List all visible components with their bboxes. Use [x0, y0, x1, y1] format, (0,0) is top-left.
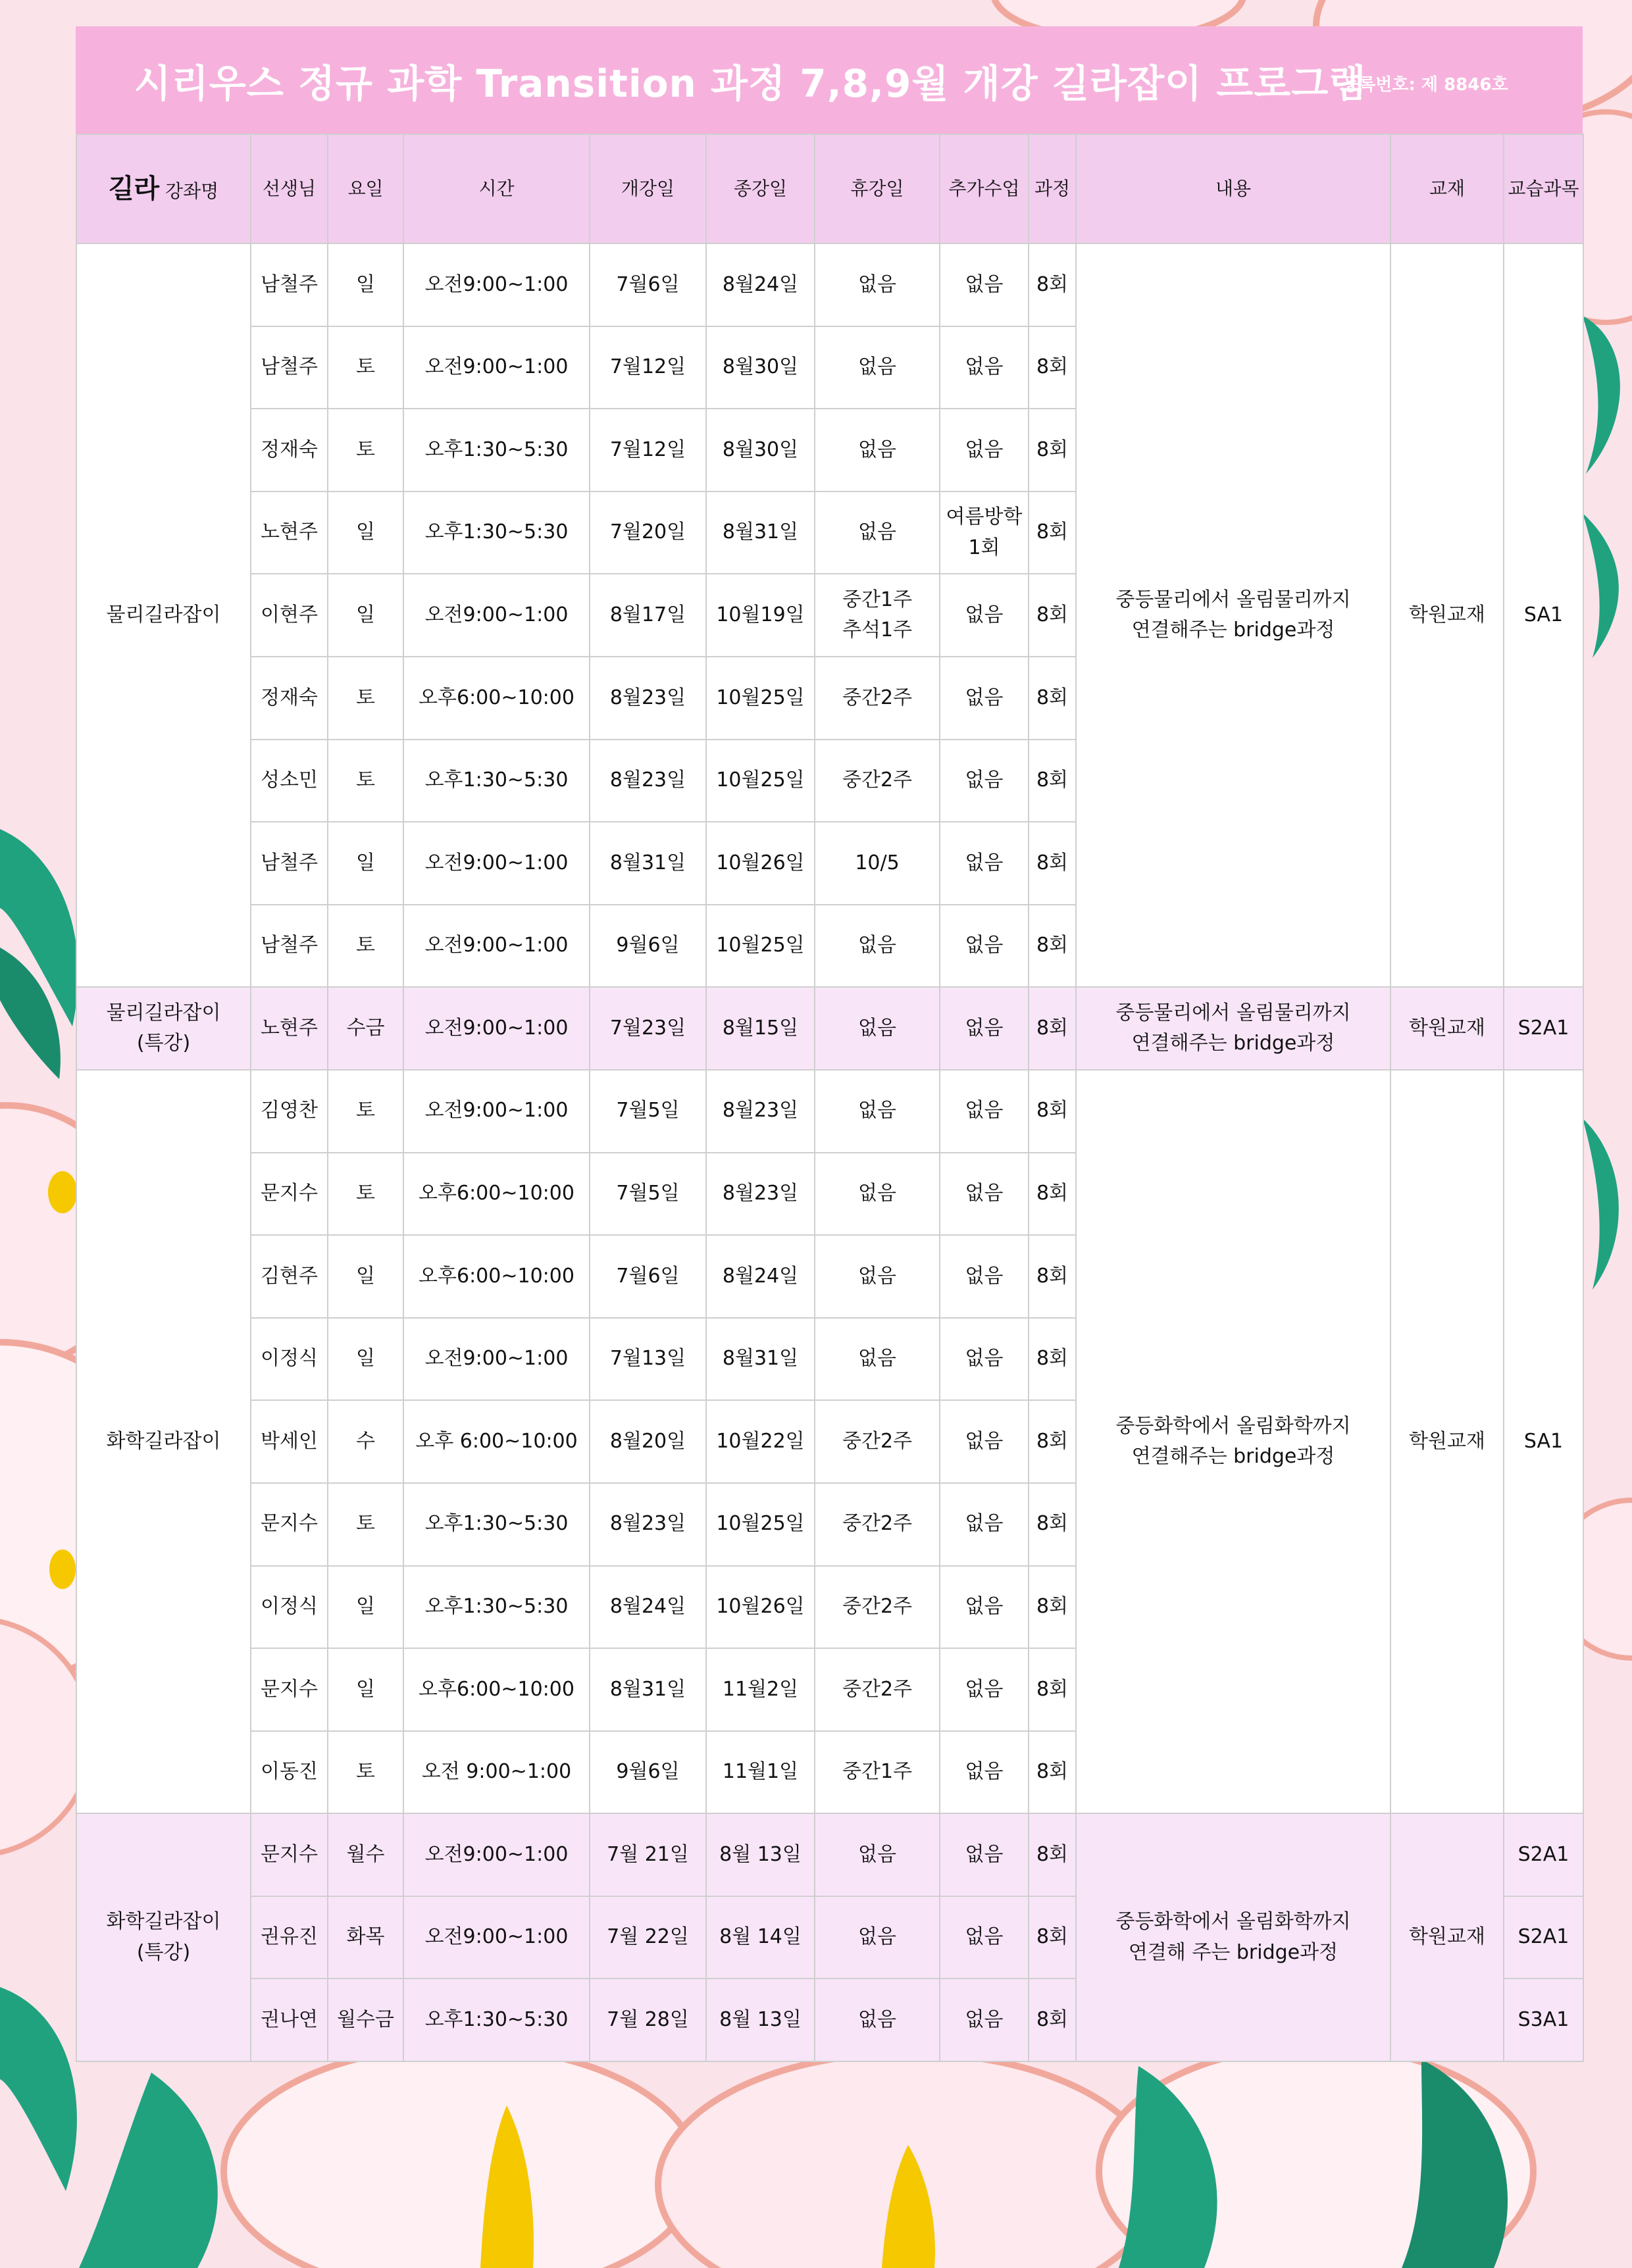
- break-cell: 중간2주: [815, 1566, 940, 1649]
- start-cell: 8월23일: [590, 657, 706, 740]
- day-cell: 일: [328, 574, 403, 657]
- start-cell: 7월12일: [590, 326, 706, 409]
- start-cell: 7월12일: [590, 409, 706, 491]
- end-cell: 10월25일: [706, 905, 815, 988]
- end-cell: 8월15일: [706, 987, 815, 1070]
- break-cell: 없음: [815, 1896, 940, 1979]
- table-row: [76, 1070, 1583, 1153]
- header-textbook: 교재: [1390, 134, 1504, 243]
- teacher-cell: 노현주: [251, 491, 328, 574]
- sessions-cell: 8회: [1029, 491, 1076, 574]
- extra-cell: 없음: [940, 1070, 1029, 1153]
- header-teacher: 선생님: [251, 134, 328, 243]
- table-header-row: [76, 134, 1583, 243]
- teacher-cell: 남철주: [251, 822, 328, 905]
- start-cell: 7월20일: [590, 491, 706, 574]
- header-content: 내용: [1076, 134, 1390, 243]
- end-cell: 10월19일: [706, 574, 815, 657]
- start-cell: 8월23일: [590, 740, 706, 822]
- day-cell: 월수금: [328, 1978, 403, 2061]
- course-name: 화학길라잡이: [76, 1070, 251, 1813]
- extra-cell: 없음: [940, 905, 1029, 988]
- break-cell: 없음: [815, 1978, 940, 2061]
- end-cell: 11월2일: [706, 1648, 815, 1731]
- page-title: 시리우스 정규 과학 Transition 과정 7,8,9월 개강 길라잡이 프로그램: [134, 61, 1367, 106]
- time-cell: 오전9:00~1:00: [403, 822, 590, 905]
- extra-cell: 없음: [940, 657, 1029, 740]
- end-cell: 10월22일: [706, 1400, 815, 1483]
- day-cell: 일: [328, 822, 403, 905]
- header-course-big: 길라: [108, 174, 160, 204]
- header-subject: 교습과목: [1504, 134, 1583, 243]
- sessions-cell: 8회: [1029, 822, 1076, 905]
- end-cell: 8월23일: [706, 1070, 815, 1153]
- extra-cell: 여름방학 1회: [940, 491, 1029, 574]
- day-cell: 일: [328, 1235, 403, 1318]
- extra-cell: 없음: [940, 987, 1029, 1070]
- break-cell: 없음: [815, 1318, 940, 1401]
- time-cell: 오전9:00~1:00: [403, 243, 590, 326]
- table-row: [76, 243, 1583, 326]
- end-cell: 11월1일: [706, 1731, 815, 1814]
- start-cell: 8월17일: [590, 574, 706, 657]
- subject-cell: S2A1: [1504, 1813, 1583, 1896]
- sessions-cell: 8회: [1029, 1400, 1076, 1483]
- extra-cell: 없음: [940, 1153, 1029, 1236]
- sessions-cell: 8회: [1029, 987, 1076, 1070]
- break-cell: 없음: [815, 1153, 940, 1236]
- break-cell: 없음: [815, 1813, 940, 1896]
- course-name: 화학길라잡이 (특강): [76, 1813, 251, 2061]
- time-cell: 오후1:30~5:30: [403, 491, 590, 574]
- day-cell: 월수: [328, 1813, 403, 1896]
- time-cell: 오후1:30~5:30: [403, 1483, 590, 1566]
- sessions-cell: 8회: [1029, 574, 1076, 657]
- start-cell: 7월13일: [590, 1318, 706, 1401]
- teacher-cell: 성소민: [251, 740, 328, 822]
- teacher-cell: 이동진: [251, 1731, 328, 1814]
- teacher-cell: 박세인: [251, 1400, 328, 1483]
- extra-cell: 없음: [940, 1648, 1029, 1731]
- extra-cell: 없음: [940, 1566, 1029, 1649]
- content-cell: 중등화학에서 올림화학까지 연결해 주는 bridge과정: [1076, 1813, 1390, 2061]
- extra-cell: 없음: [940, 326, 1029, 409]
- header-end: 종강일: [706, 134, 815, 243]
- start-cell: 8월31일: [590, 1648, 706, 1731]
- day-cell: 토: [328, 905, 403, 988]
- time-cell: 오전9:00~1:00: [403, 1318, 590, 1401]
- sessions-cell: 8회: [1029, 1483, 1076, 1566]
- break-cell: 중간1주: [815, 1731, 940, 1814]
- start-cell: 7월 28일: [590, 1978, 706, 2061]
- sessions-cell: 8회: [1029, 1070, 1076, 1153]
- table-row: [76, 1813, 1583, 1896]
- subject-cell: S2A1: [1504, 1896, 1583, 1979]
- day-cell: 토: [328, 1731, 403, 1814]
- table-row: [76, 987, 1583, 1070]
- day-cell: 토: [328, 409, 403, 491]
- header-day: 요일: [328, 134, 403, 243]
- header-time: 시간: [403, 134, 590, 243]
- end-cell: 8월30일: [706, 326, 815, 409]
- sessions-cell: 8회: [1029, 657, 1076, 740]
- day-cell: 토: [328, 1153, 403, 1236]
- time-cell: 오후6:00~10:00: [403, 1235, 590, 1318]
- textbook-cell: 학원교재: [1390, 987, 1504, 1070]
- extra-cell: 없음: [940, 822, 1029, 905]
- teacher-cell: 정재숙: [251, 657, 328, 740]
- extra-cell: 없음: [940, 1318, 1029, 1401]
- teacher-cell: 김현주: [251, 1235, 328, 1318]
- header-course: [76, 134, 251, 243]
- sessions-cell: 8회: [1029, 1318, 1076, 1401]
- title-banner: [76, 26, 1583, 134]
- end-cell: 8월31일: [706, 491, 815, 574]
- teacher-cell: 문지수: [251, 1813, 328, 1896]
- sessions-cell: 8회: [1029, 905, 1076, 988]
- extra-cell: 없음: [940, 1731, 1029, 1814]
- time-cell: 오전9:00~1:00: [403, 1070, 590, 1153]
- end-cell: 10월25일: [706, 657, 815, 740]
- time-cell: 오전9:00~1:00: [403, 905, 590, 988]
- content-cell: 중등화학에서 올림화학까지 연결해주는 bridge과정: [1076, 1070, 1390, 1813]
- start-cell: 8월24일: [590, 1566, 706, 1649]
- start-cell: 8월20일: [590, 1400, 706, 1483]
- start-cell: 7월5일: [590, 1070, 706, 1153]
- textbook-cell: 학원교재: [1390, 1813, 1504, 2061]
- sessions-cell: 8회: [1029, 1978, 1076, 2061]
- day-cell: 수: [328, 1400, 403, 1483]
- time-cell: 오후1:30~5:30: [403, 1566, 590, 1649]
- subject-cell: SA1: [1504, 1070, 1583, 1813]
- break-cell: 10/5: [815, 822, 940, 905]
- extra-cell: 없음: [940, 1813, 1029, 1896]
- day-cell: 화목: [328, 1896, 403, 1979]
- end-cell: 10월26일: [706, 822, 815, 905]
- textbook-cell: 학원교재: [1390, 243, 1504, 987]
- extra-cell: 없음: [940, 243, 1029, 326]
- teacher-cell: 남철주: [251, 326, 328, 409]
- day-cell: 토: [328, 1070, 403, 1153]
- teacher-cell: 권유진: [251, 1896, 328, 1979]
- time-cell: 오후1:30~5:30: [403, 409, 590, 491]
- break-cell: 없음: [815, 491, 940, 574]
- break-cell: 중간1주 추석1주: [815, 574, 940, 657]
- time-cell: 오전9:00~1:00: [403, 987, 590, 1070]
- sessions-cell: 8회: [1029, 243, 1076, 326]
- teacher-cell: 이정식: [251, 1318, 328, 1401]
- teacher-cell: 문지수: [251, 1648, 328, 1731]
- header-course-small: 강좌명: [165, 180, 219, 202]
- subject-cell: S2A1: [1504, 987, 1583, 1070]
- time-cell: 오전9:00~1:00: [403, 1813, 590, 1896]
- break-cell: 없음: [815, 1235, 940, 1318]
- end-cell: 8월23일: [706, 1153, 815, 1236]
- day-cell: 토: [328, 326, 403, 409]
- start-cell: 8월31일: [590, 822, 706, 905]
- teacher-cell: 정재숙: [251, 409, 328, 491]
- break-cell: 중간2주: [815, 1400, 940, 1483]
- registration-number: 등록번호: 제 8846호: [1342, 75, 1508, 95]
- day-cell: 일: [328, 243, 403, 326]
- sessions-cell: 8회: [1029, 1566, 1076, 1649]
- break-cell: 없음: [815, 326, 940, 409]
- extra-cell: 없음: [940, 1978, 1029, 2061]
- extra-cell: 없음: [940, 1896, 1029, 1979]
- schedule-sheet: [76, 26, 1583, 2062]
- end-cell: 10월25일: [706, 740, 815, 822]
- end-cell: 8월31일: [706, 1318, 815, 1401]
- time-cell: 오후6:00~10:00: [403, 1648, 590, 1731]
- sessions-cell: 8회: [1029, 326, 1076, 409]
- break-cell: 없음: [815, 987, 940, 1070]
- sessions-cell: 8회: [1029, 409, 1076, 491]
- subject-cell: SA1: [1504, 243, 1583, 987]
- teacher-cell: 문지수: [251, 1153, 328, 1236]
- textbook-cell: 학원교재: [1390, 1070, 1504, 1813]
- end-cell: 10월26일: [706, 1566, 815, 1649]
- sessions-cell: 8회: [1029, 1235, 1076, 1318]
- teacher-cell: 문지수: [251, 1483, 328, 1566]
- time-cell: 오전9:00~1:00: [403, 1896, 590, 1979]
- day-cell: 일: [328, 1566, 403, 1649]
- time-cell: 오전9:00~1:00: [403, 574, 590, 657]
- content-cell: 중등물리에서 올림물리까지 연결해주는 bridge과정: [1076, 987, 1390, 1070]
- break-cell: 없음: [815, 243, 940, 326]
- break-cell: 없음: [815, 1070, 940, 1153]
- day-cell: 토: [328, 657, 403, 740]
- start-cell: 8월23일: [590, 1483, 706, 1566]
- break-cell: 중간2주: [815, 740, 940, 822]
- start-cell: 7월6일: [590, 243, 706, 326]
- extra-cell: 없음: [940, 1235, 1029, 1318]
- day-cell: 토: [328, 1483, 403, 1566]
- sessions-cell: 8회: [1029, 1813, 1076, 1896]
- extra-cell: 없음: [940, 409, 1029, 491]
- break-cell: 중간2주: [815, 657, 940, 740]
- break-cell: 없음: [815, 409, 940, 491]
- end-cell: 8월 13일: [706, 1978, 815, 2061]
- time-cell: 오후6:00~10:00: [403, 1153, 590, 1236]
- time-cell: 오전 9:00~1:00: [403, 1731, 590, 1814]
- sessions-cell: 8회: [1029, 1648, 1076, 1731]
- teacher-cell: 노현주: [251, 987, 328, 1070]
- header-break: 휴강일: [815, 134, 940, 243]
- break-cell: 중간2주: [815, 1648, 940, 1731]
- end-cell: 10월25일: [706, 1483, 815, 1566]
- day-cell: 일: [328, 491, 403, 574]
- course-name: 물리길라잡이: [76, 243, 251, 987]
- start-cell: 9월6일: [590, 1731, 706, 1814]
- extra-cell: 없음: [940, 1483, 1029, 1566]
- end-cell: 8월30일: [706, 409, 815, 491]
- time-cell: 오후1:30~5:30: [403, 1978, 590, 2061]
- start-cell: 7월6일: [590, 1235, 706, 1318]
- teacher-cell: 김영찬: [251, 1070, 328, 1153]
- teacher-cell: 이현주: [251, 574, 328, 657]
- end-cell: 8월24일: [706, 243, 815, 326]
- start-cell: 7월 21일: [590, 1813, 706, 1896]
- header-start: 개강일: [590, 134, 706, 243]
- break-cell: 없음: [815, 905, 940, 988]
- teacher-cell: 남철주: [251, 905, 328, 988]
- end-cell: 8월 14일: [706, 1896, 815, 1979]
- break-cell: 중간2주: [815, 1483, 940, 1566]
- subject-cell: S3A1: [1504, 1978, 1583, 2061]
- teacher-cell: 권나연: [251, 1978, 328, 2061]
- end-cell: 8월 13일: [706, 1813, 815, 1896]
- day-cell: 일: [328, 1318, 403, 1401]
- time-cell: 오전9:00~1:00: [403, 326, 590, 409]
- day-cell: 토: [328, 740, 403, 822]
- time-cell: 오후 6:00~10:00: [403, 1400, 590, 1483]
- extra-cell: 없음: [940, 740, 1029, 822]
- extra-cell: 없음: [940, 1400, 1029, 1483]
- time-cell: 오후1:30~5:30: [403, 740, 590, 822]
- extra-cell: 없음: [940, 574, 1029, 657]
- content-cell: 중등물리에서 올림물리까지 연결해주는 bridge과정: [1076, 243, 1390, 987]
- sessions-cell: 8회: [1029, 1896, 1076, 1979]
- start-cell: 7월5일: [590, 1153, 706, 1236]
- end-cell: 8월24일: [706, 1235, 815, 1318]
- teacher-cell: 이정식: [251, 1566, 328, 1649]
- start-cell: 7월23일: [590, 987, 706, 1070]
- header-extra: 추가수업: [940, 134, 1029, 243]
- sessions-cell: 8회: [1029, 740, 1076, 822]
- day-cell: 일: [328, 1648, 403, 1731]
- time-cell: 오후6:00~10:00: [403, 657, 590, 740]
- course-name: 물리길라잡이 (특강): [76, 987, 251, 1070]
- start-cell: 7월 22일: [590, 1896, 706, 1979]
- start-cell: 9월6일: [590, 905, 706, 988]
- sessions-cell: 8회: [1029, 1731, 1076, 1814]
- schedule-table: [76, 134, 1584, 2062]
- teacher-cell: 남철주: [251, 243, 328, 326]
- day-cell: 수금: [328, 987, 403, 1070]
- header-sessions: 과정: [1029, 134, 1076, 243]
- sessions-cell: 8회: [1029, 1153, 1076, 1236]
